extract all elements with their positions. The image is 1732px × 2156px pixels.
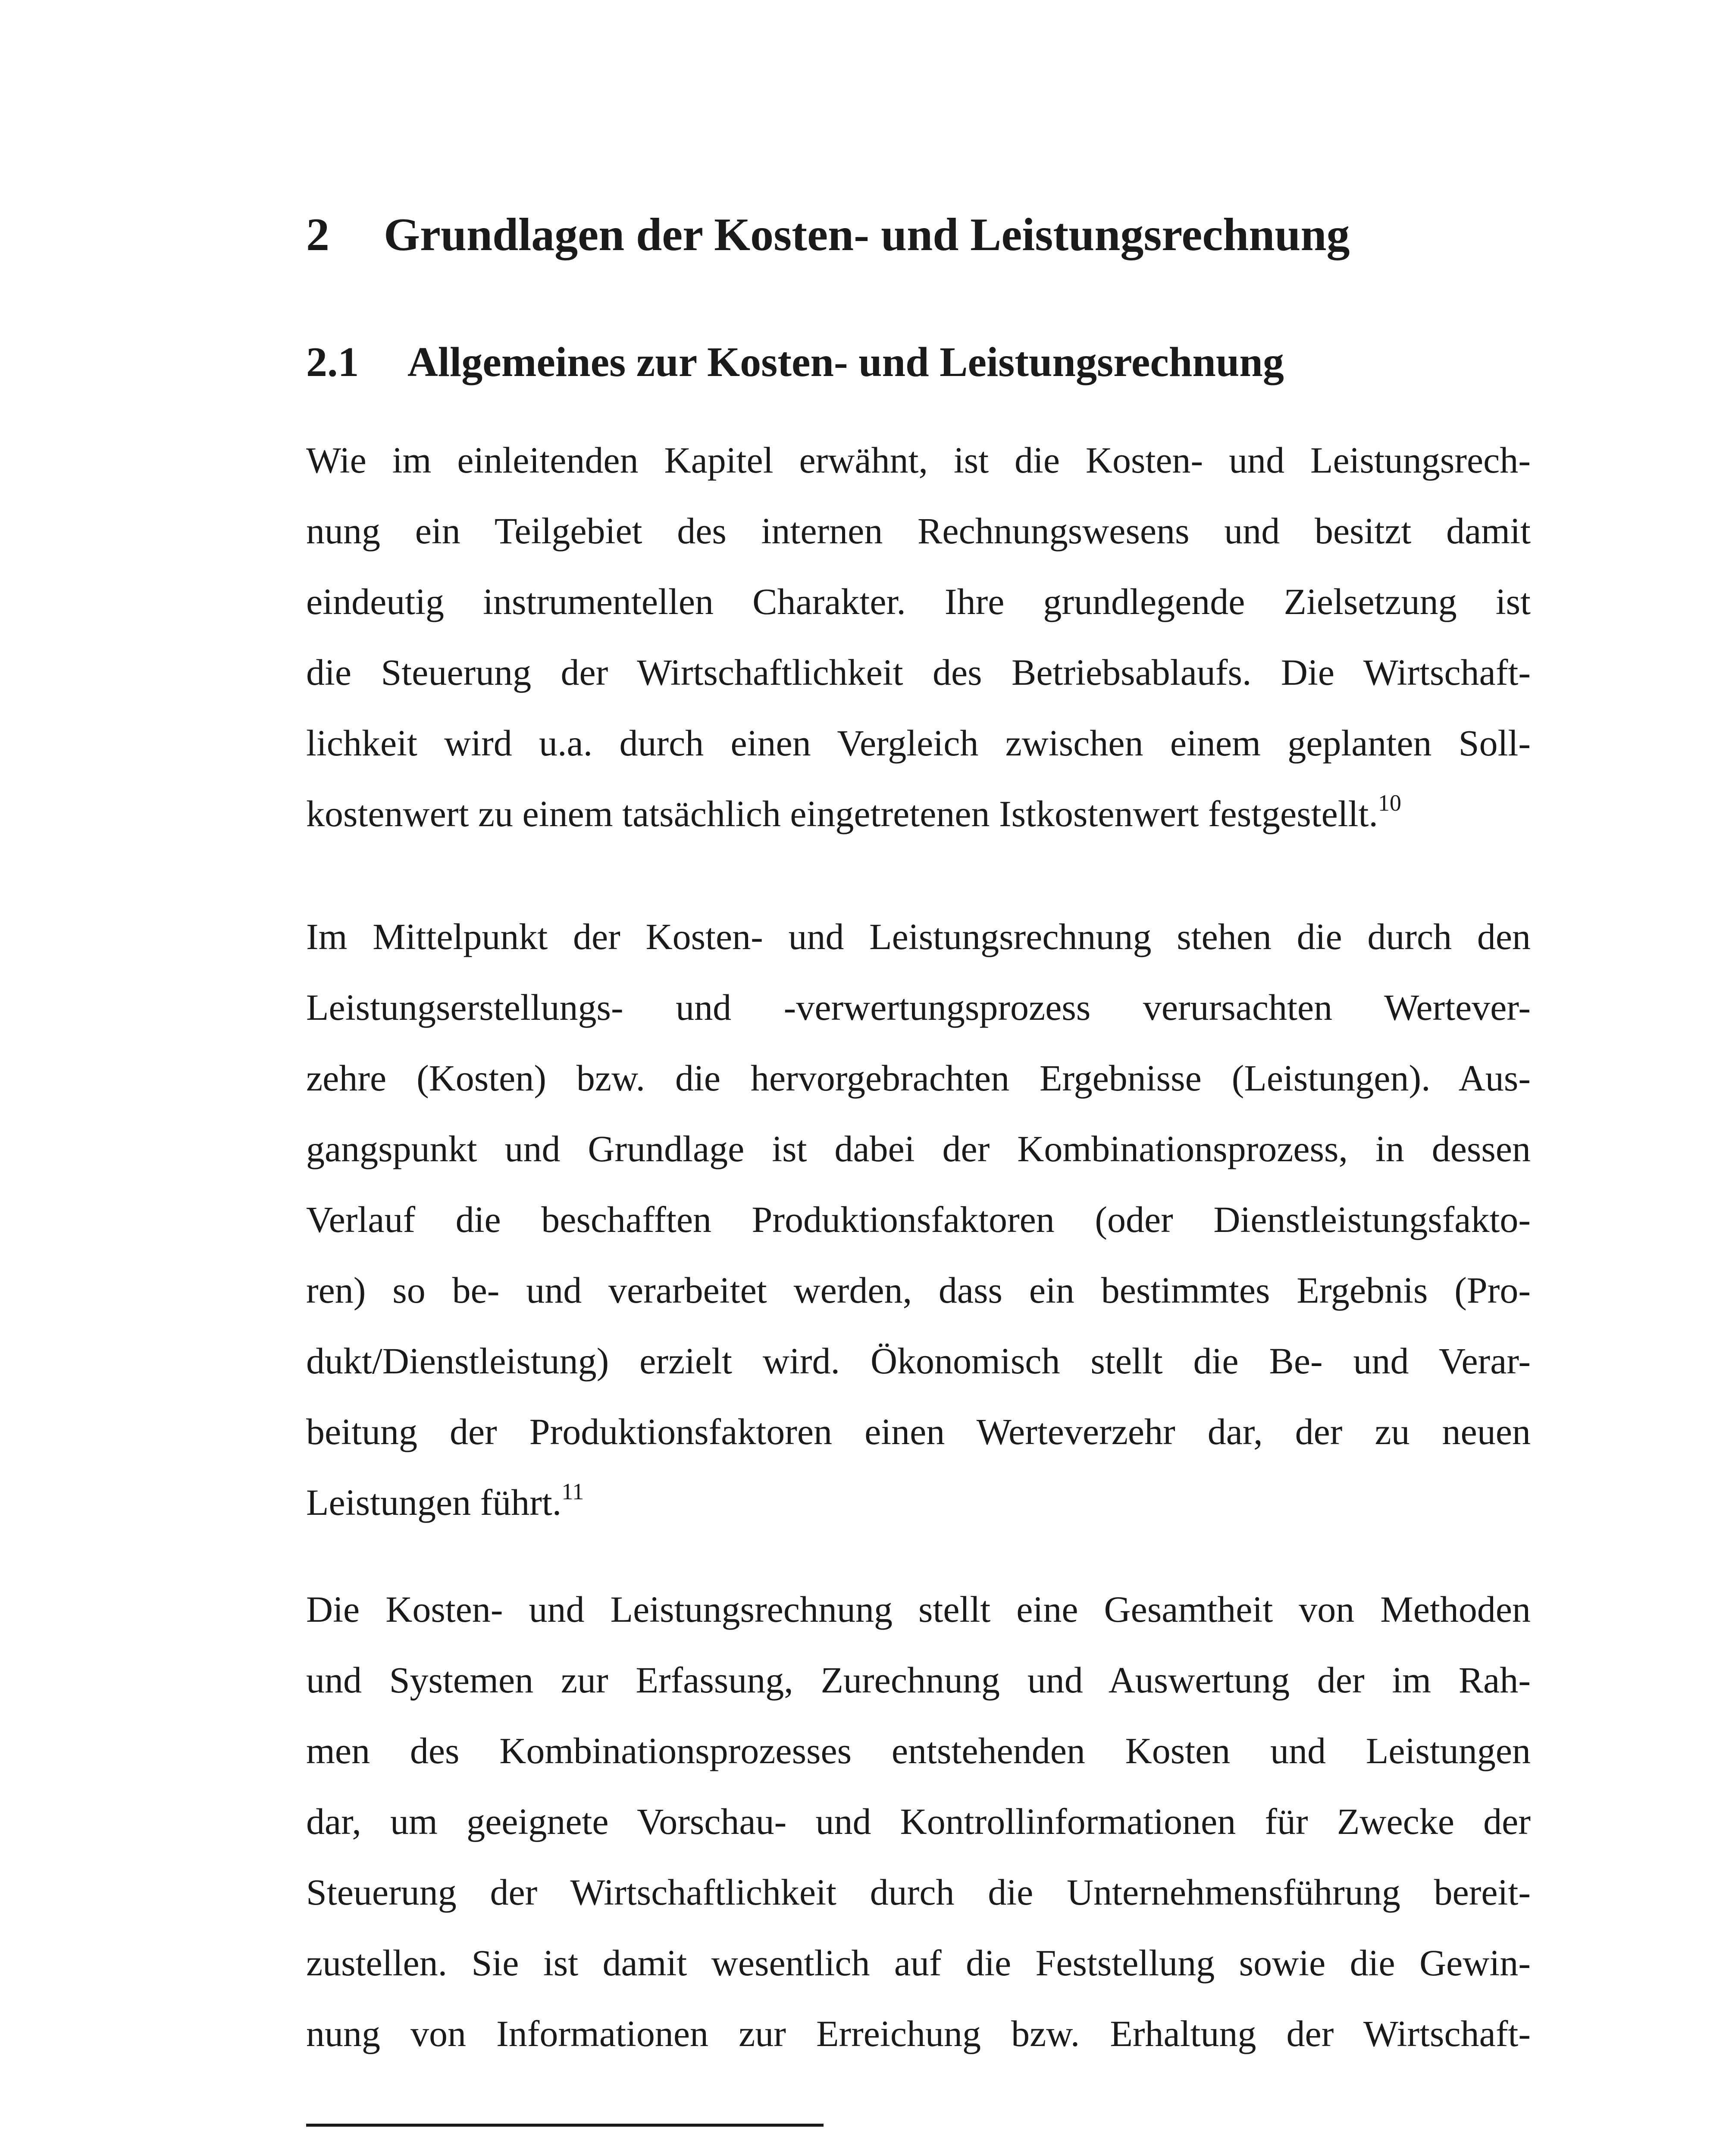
section-number: 2.1 — [306, 339, 359, 385]
paragraph — [306, 425, 1531, 849]
paragraph-line: und Systemen zur Erfassung, Zurechnung und Auswertung der im Rah- — [306, 1659, 1531, 1701]
paragraph-line: dar, um geeignete Vorschau- und Kontrollinformationen für Zwecke der — [306, 1801, 1531, 1842]
paragraph-line — [306, 1467, 1531, 1538]
paragraph-line: nung ein Teilgebiet des internen Rechnungswesens und besitzt damit — [306, 510, 1531, 552]
paragraph — [306, 901, 1531, 1538]
footnote-reference: 11 — [561, 1479, 584, 1504]
paragraph-line: Steuerung der Wirtschaftlichkeit durch die Unternehmensführung bereit- — [306, 1871, 1531, 1913]
paragraph-line: gangspunkt und Grundlage ist dabei der Kombinationsprozess, in dessen — [306, 1128, 1531, 1169]
footnote-reference: 10 — [1378, 790, 1401, 816]
section-heading — [306, 332, 1284, 392]
paragraph-line-text: Leistungen führt. — [306, 1482, 562, 1523]
paragraph-line: nung von Informationen zur Erreichung bzw. Erhaltung der Wirtschaft- — [306, 2013, 1531, 2054]
paragraph-line: Wie im einleitenden Kapitel erwähnt, ist die Kosten- und Leistungsrech- — [306, 439, 1531, 481]
paragraph-line: Die Kosten- und Leistungsrechnung stellt eine Gesamtheit von Methoden — [306, 1589, 1531, 1630]
paragraph-line: lichkeit wird u.a. durch einen Vergleich zwischen einem geplanten Soll- — [306, 722, 1531, 764]
paragraph-line: die Steuerung der Wirtschaftlichkeit des Betriebsablaufs. Die Wirtschaft- — [306, 652, 1531, 693]
chapter-heading — [306, 203, 1350, 267]
paragraph-line: ren) so be- und verarbeitet werden, dass ein bestimmtes Ergebnis (Pro- — [306, 1269, 1531, 1311]
chapter-number: 2 — [306, 209, 329, 260]
paragraph-line: Leistungserstellungs- und -verwertungsprozess verursachten Wertever- — [306, 987, 1531, 1028]
paragraph-line: zustellen. Sie ist damit wesentlich auf die Feststellung sowie die Gewin- — [306, 1942, 1531, 1984]
paragraph-line: eindeutig instrumentellen Charakter. Ihre grundlegende Zielsetzung ist — [306, 581, 1531, 622]
paragraph-line: dukt/Dienstleistung) erzielt wird. Ökonomisch stellt die Be- und Verar- — [306, 1340, 1531, 1382]
paragraph-line — [306, 778, 1531, 849]
paragraph-line: men des Kombinationsprozesses entstehenden Kosten und Leistungen — [306, 1730, 1531, 1771]
paragraph-line: Verlauf die beschafften Produktionsfaktoren (oder Dienstleistungsfakto- — [306, 1199, 1531, 1240]
paragraph — [306, 1574, 1531, 2069]
footnote-separator — [306, 2124, 824, 2127]
paragraph-line-text: kostenwert zu einem tatsächlich eingetretenen Istkostenwert festgestellt. — [306, 793, 1378, 834]
paragraph-line: beitung der Produktionsfaktoren einen Werteverzehr dar, der zu neuen — [306, 1411, 1531, 1452]
section-title: Allgemeines zur Kosten- und Leistungsrechnung — [407, 339, 1284, 385]
chapter-title: Grundlagen der Kosten- und Leistungsrechnung — [384, 209, 1350, 260]
paragraph-line: Im Mittelpunkt der Kosten- und Leistungsrechnung stehen die durch den — [306, 916, 1531, 957]
paragraph-line: zehre (Kosten) bzw. die hervorgebrachten Ergebnisse (Leistungen). Aus- — [306, 1057, 1531, 1099]
